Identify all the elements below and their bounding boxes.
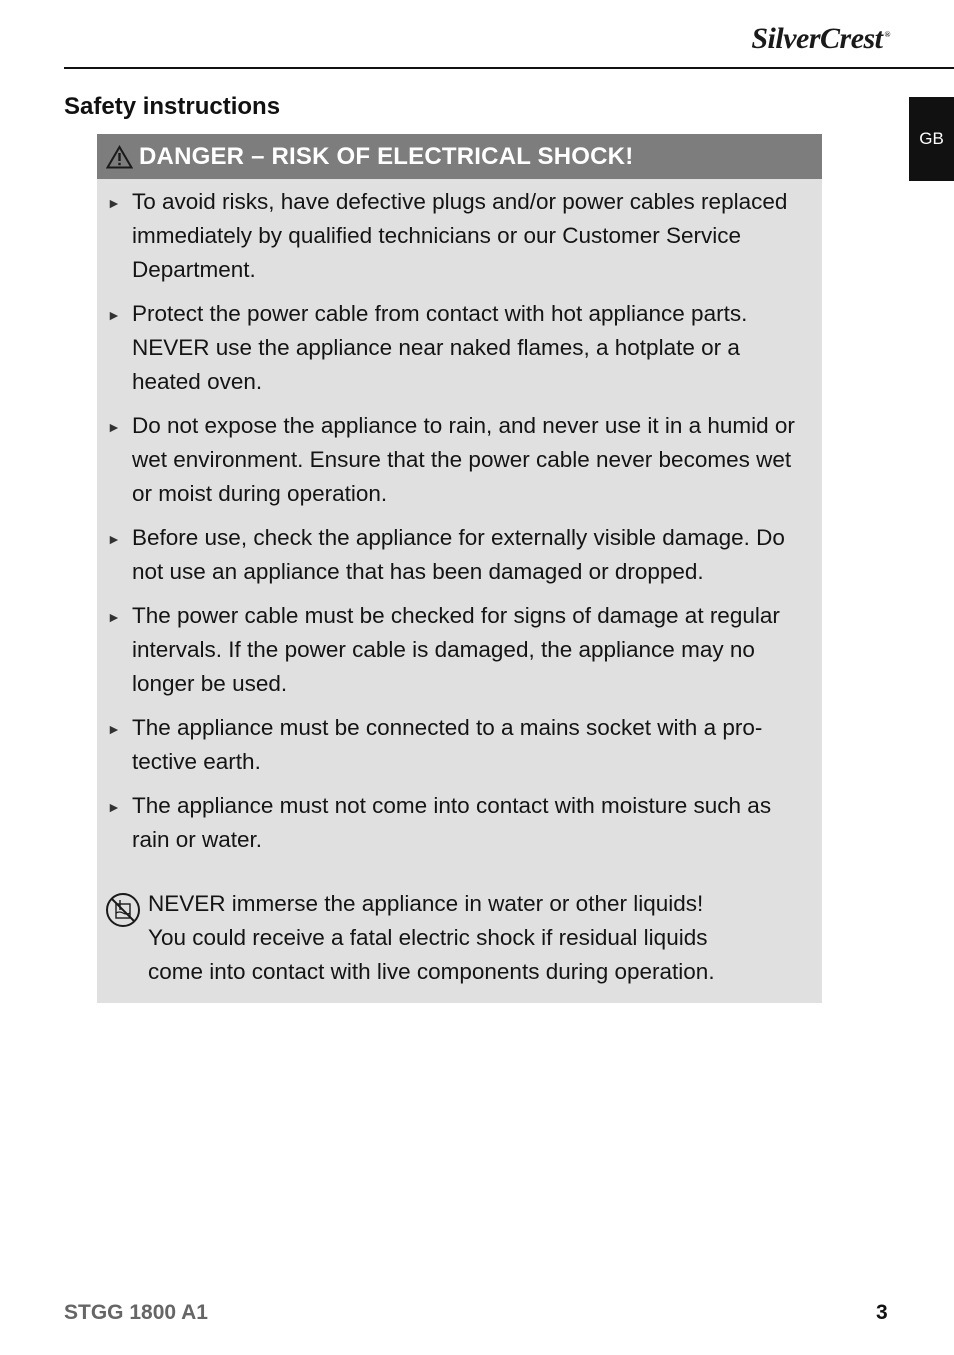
page-number: 3: [876, 1301, 888, 1324]
arrow-right-icon: ►: [107, 721, 121, 737]
list-item: [97, 185, 822, 287]
list-item-text: Before use, check the appliance for externally visible damage. Do not use an appliance that has been damaged or dropped.: [132, 525, 785, 584]
list-item-text: The power cable must be checked for signs of damage at regular intervals. If the power cable is damaged, the appliance may no longer be used.: [132, 603, 780, 696]
arrow-right-icon: ►: [107, 609, 121, 625]
arrow-right-icon: ►: [107, 419, 121, 435]
list-item-text: Protect the power cable from contact with hot appliance parts. NEVER use the appliance near naked flames, a hotplate or a heated oven.: [132, 301, 748, 394]
list-item: [97, 409, 822, 511]
list-item: [97, 521, 822, 589]
footer-model: STGG 1800 A1: [64, 1301, 208, 1324]
note-line: You could receive a fatal electric shock if residual liquids: [148, 925, 708, 950]
list-item-text: The appliance must be connected to a mains socket with a pro-tective earth.: [132, 715, 763, 774]
danger-box: [97, 134, 822, 1003]
danger-header: [97, 134, 822, 179]
note-line: NEVER immerse the appliance in water or other liquids!: [148, 891, 704, 916]
note-line: come into contact with live components during operation.: [148, 959, 715, 984]
header-rule: [64, 67, 954, 69]
list-item-text: The appliance must not come into contact with moisture such as rain or water.: [132, 793, 772, 852]
list-item: [97, 789, 822, 857]
list-item-text: To avoid risks, have defective plugs and/or power cables replaced immediately by qualified technicians or our Customer Service Department.: [132, 189, 788, 282]
list-item-text: Do not expose the appliance to rain, and never use it in a humid or wet environment. Ensure that the power cable never becomes wet or moist during operation.: [132, 413, 795, 506]
arrow-right-icon: ►: [107, 799, 121, 815]
danger-heading: DANGER – RISK OF ELECTRICAL SHOCK!: [139, 142, 634, 170]
registered-mark: ®: [884, 30, 890, 39]
list-item: [97, 711, 822, 779]
warning-triangle-icon: [106, 145, 133, 169]
list-item: [97, 599, 822, 701]
safety-list: [97, 179, 822, 857]
arrow-right-icon: ►: [107, 195, 121, 211]
arrow-right-icon: ►: [107, 307, 121, 323]
no-immersion-icon: [105, 892, 141, 928]
arrow-right-icon: ►: [107, 531, 121, 547]
language-tab-label: GB: [919, 129, 944, 148]
section-title: Safety instructions: [64, 93, 281, 120]
note-text: [148, 887, 798, 989]
language-tab: [909, 97, 954, 181]
list-item: [97, 297, 822, 399]
brand-logo: [751, 22, 890, 56]
brand-name: SilverCrest: [751, 22, 883, 55]
